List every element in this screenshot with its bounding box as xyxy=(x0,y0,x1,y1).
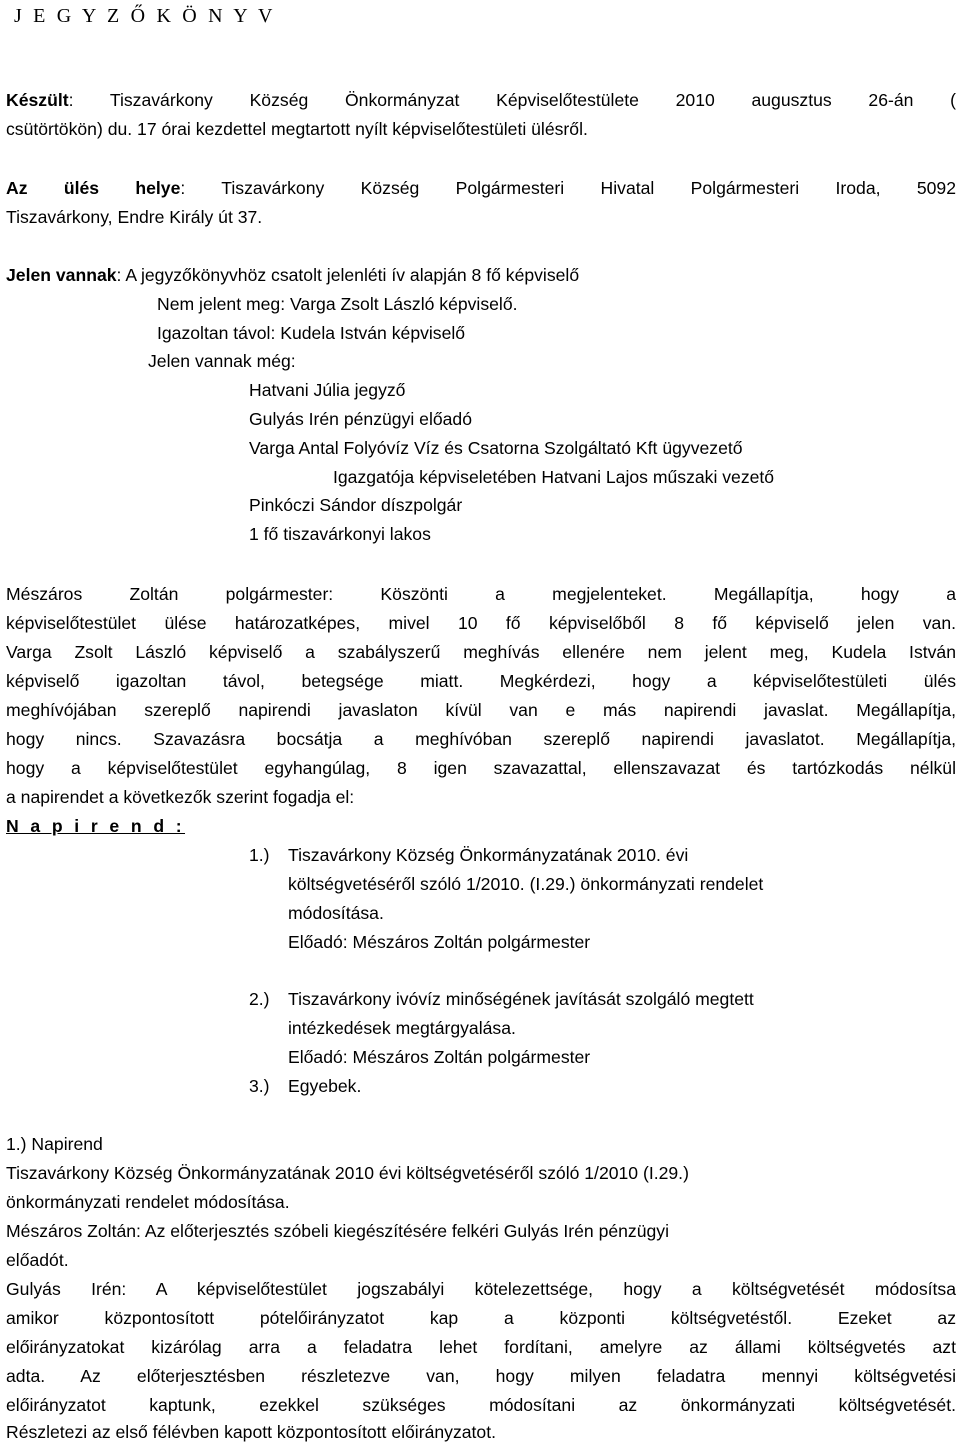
agenda-1-line-1: Tiszavárkony Község Önkormányzatának 2010. évi xyxy=(288,845,689,865)
section-1-line-7: előirányzatokat kizárólag arra a feladatra lehet fordítani, amelyre az állami költségvetés azt xyxy=(6,1337,956,1357)
section-1-line-10: Részletezi az első félévben kapott központosított előirányzatot. xyxy=(6,1422,496,1442)
paragraph-line-4: képviselő igazoltan távol, betegsége miatt. Megkérdezi, hogy a képviselőtestületi ülés xyxy=(6,671,956,691)
person-3: Varga Antal Folyóvíz Víz és Csatorna Szolgáltató Kft ügyvezető xyxy=(249,438,743,458)
paragraph-line-6: hogy nincs. Szavazásra bocsátja a meghívóban szereplő napirendi javaslatot. Megállapítja, xyxy=(6,729,956,749)
agenda-2-number: 2.) xyxy=(249,989,270,1009)
jelen-meg-line: Jelen vannak még: xyxy=(148,351,296,371)
agenda-2-presenter: Előadó: Mészáros Zoltán polgármester xyxy=(288,1047,591,1067)
keszult-label: Készült xyxy=(6,90,69,110)
section-1-heading: 1.) Napirend xyxy=(6,1134,103,1154)
person-2: Gulyás Irén pénzügyi előadó xyxy=(249,409,472,429)
paragraph-line-1: Mészáros Zoltán polgármester: Köszönti a megjelenteket. Megállapítja, hogy a xyxy=(6,584,956,604)
jelen-line-1 xyxy=(6,267,579,285)
section-1-line-8: adta. Az előterjesztésben részletezve van, hogy milyen feladatra mennyi költségvetési xyxy=(6,1366,956,1386)
section-1-line-3: Mészáros Zoltán: Az előterjesztés szóbeli kiegészítésére felkéri Gulyás Irén pénzügyi xyxy=(6,1221,670,1241)
igazoltan-line: Igazoltan távol: Kudela István képviselő xyxy=(157,323,466,343)
section-1-line-4: előadót. xyxy=(6,1250,69,1270)
agenda-1-line-3: módosítása. xyxy=(288,903,384,923)
agenda-3-number: 3.) xyxy=(249,1076,270,1096)
section-1-line-5: Gulyás Irén: A képviselőtestület jogszabályi kötelezettsége, hogy a költségvetését módosítsa xyxy=(6,1279,956,1299)
section-1-line-6: amikor központosított pótelőirányzatot kap a központi költségvetéstől. Ezeket az xyxy=(6,1308,956,1328)
paragraph-line-8: a napirendet a következők szerint fogadja el: xyxy=(6,787,355,807)
section-1-line-1: Tiszavárkony Község Önkormányzatának 2010 évi költségvetéséről szóló 1/2010 (I.29.) xyxy=(6,1163,689,1183)
agenda-1-number: 1.) xyxy=(249,845,270,865)
agenda-1-line-2: költségvetéséről szóló 1/2010. (I.29.) önkormányzati rendelet xyxy=(288,874,764,894)
agenda-1-presenter: Előadó: Mészáros Zoltán polgármester xyxy=(288,932,591,952)
person-1: Hatvani Júlia jegyző xyxy=(249,380,406,400)
jelen-label: Jelen vannak xyxy=(6,265,117,285)
jelen-text-1: : A jegyzőkönyvhöz csatolt jelenléti ív alapján 8 fő képviselő xyxy=(116,265,580,285)
section-1-line-2: önkormányzati rendelet módosítása. xyxy=(6,1192,290,1212)
agenda-2-line-1: Tiszavárkony ivóvíz minőségének javítását szolgáló megtett xyxy=(288,989,754,1009)
person-5: 1 fő tiszavárkonyi lakos xyxy=(249,524,431,544)
ules-helye-label: Az ülés helye xyxy=(6,178,181,198)
paragraph-line-3: Varga Zsolt László képviselő a szabályszerű meghívás ellenére nem jelent meg, Kudela István xyxy=(6,642,956,662)
section-1-line-9: előirányzatot kaptunk, ezekkel szükséges módosítani az önkormányzati költségvetését. xyxy=(6,1395,956,1415)
ules-helye-line-1 xyxy=(6,180,956,198)
paragraph-line-7: hogy a képviselőtestület egyhangúlag, 8 igen szavazattal, ellenszavazat és tartózkodás nélkül xyxy=(6,758,956,778)
agenda-3-line-1: Egyebek. xyxy=(288,1076,362,1096)
ules-helye-line-2: Tiszavárkony, Endre Király út 37. xyxy=(6,207,263,227)
paragraph-line-5: meghívójában szereplő napirendi javaslaton kívül van e más napirendi javaslat. Megállapítja, xyxy=(6,700,956,720)
keszult-text-1: : Tiszavárkony Község Önkormányzat Képviselőtestülete 2010 augusztus 26-án ( xyxy=(68,90,956,110)
agenda-2-line-2: intézkedések megtárgyalása. xyxy=(288,1018,516,1038)
keszult-line-2: csütörtökön) du. 17 órai kezdettel megtartott nyílt képviselőtestületi ülésről. xyxy=(6,119,588,139)
napirend-heading: N a p i r e n d : xyxy=(6,816,186,836)
document-title: J E G Y Z Ő K Ö N Y V xyxy=(14,5,276,27)
ules-helye-text-1: : Tiszavárkony Község Polgármesteri Hivatal Polgármesteri Iroda, 5092 xyxy=(180,178,956,198)
paragraph-line-2: képviselőtestület ülése határozatképes, mivel 10 fő képviselőből 8 fő képviselő jelen van. xyxy=(6,613,956,633)
person-4: Pinkóczi Sándor díszpolgár xyxy=(249,495,463,515)
keszult-line-1 xyxy=(6,92,956,110)
nem-jelent-line: Nem jelent meg: Varga Zsolt László képviselő. xyxy=(157,294,518,314)
person-3-cont: Igazgatója képviseletében Hatvani Lajos műszaki vezető xyxy=(333,467,775,487)
